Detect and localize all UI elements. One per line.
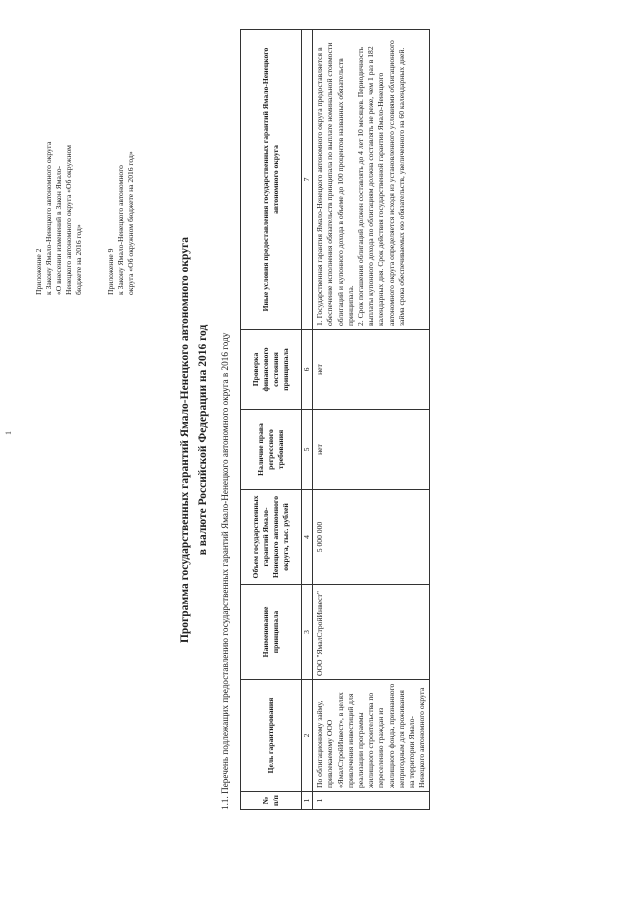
appendix-line: Ненецкого автономного округа «Об окружном: [64, 145, 73, 295]
guarantees-table: [240, 29, 430, 810]
appendix-line: «О внесении изменений в Закон Ямало-: [54, 165, 63, 295]
column-number: 2: [302, 680, 313, 792]
page-number: 1: [4, 431, 13, 435]
condition-item: 2. Срок погашения облигаций должен составлять до 4 лет 10 месяцев. Периодичность выплаты купонного дохода по облигациям должна составлять не реже, чем 1 раз в 182 календарных дня. Срок действия государственной гарантии Ямало-Ненецкого автономного округа определяется исходя из установленного условиями облигационного займа срока обеспечиваемых ею обязательств, увеличенного на 60 календарных дней.: [356, 40, 406, 326]
appendix-line: округа «Об окружном бюджете на 2016 год»: [126, 151, 135, 295]
appendix-9-block: [106, 5, 136, 295]
section-heading: 1.1. Перечень подлежащих предоставлению государственных гарантий Ямало-Ненецкого автономного округа в 2016 году: [220, 332, 230, 810]
column-number: 6: [302, 330, 313, 410]
column-number: 5: [302, 410, 313, 490]
guarantee-amount: 5 000 000: [313, 490, 430, 585]
col-header-amount: Объем государственных гарантий Ямало-Ненецкого автономного округа, тыс. рублей: [241, 490, 302, 585]
column-number-row: [302, 30, 313, 810]
col-header-regress: Наличие права регрессного требования: [241, 410, 302, 490]
other-conditions: [313, 30, 430, 330]
col-header-number: № п/п: [241, 792, 302, 810]
column-number: 1: [302, 792, 313, 810]
column-number: 3: [302, 585, 313, 680]
col-header-principal: Наименование принципала: [241, 585, 302, 680]
principal-name: ООО "ЯмалСтройИнвест": [313, 585, 430, 680]
table-header-row: [241, 30, 302, 810]
appendix-line: к Закону Ямало-Ненецкого автономного округа: [44, 141, 53, 295]
appendix-line: бюджете на 2016 год»: [74, 224, 83, 295]
regress-right: нет: [313, 410, 430, 490]
appendix-line: Приложение 9: [106, 248, 115, 295]
column-number: 7: [302, 30, 313, 330]
row-number: 1: [313, 792, 430, 810]
document-title: Программа государственных гарантий Ямало-Ненецкого автономного округа: [179, 236, 191, 644]
financial-check: нет: [313, 330, 430, 410]
table-row: [313, 30, 430, 810]
col-header-financial-check: Проверка финансового состояния принципала: [241, 330, 302, 410]
appendix-line: Приложение 2: [34, 248, 43, 295]
appendix-line: к Закону Ямало-Ненецкого автономного: [116, 165, 125, 295]
document-subtitle: в валюте Российской Федерации на 2016 год: [197, 324, 209, 556]
col-header-purpose: Цель гарантирования: [241, 680, 302, 792]
guarantee-purpose: По облигационному займу, привлекаемому ООО «ЯмалСтройИнвест», в целях привлечения инвестиций для реализации программы жилищного строительства по переселению граждан из жилищного фонда, признанного непригодным для проживания на территории Ямало-Ненецкого автономного округа: [313, 680, 430, 792]
appendix-2-block: [34, 5, 84, 295]
col-header-other-conditions: Иные условия предоставления государственных гарантий Ямало-Ненецкого автономного округа: [241, 30, 302, 330]
condition-item: 1. Государственная гарантия Ямало-Ненецкого автономного округа предоставляется в обеспечение исполнения обязательств принципала по выплате номинальной стоимости облигаций и купонного дохода в объеме до 100 процентов названных обязательств принципала.: [315, 42, 355, 326]
column-number: 4: [302, 490, 313, 585]
